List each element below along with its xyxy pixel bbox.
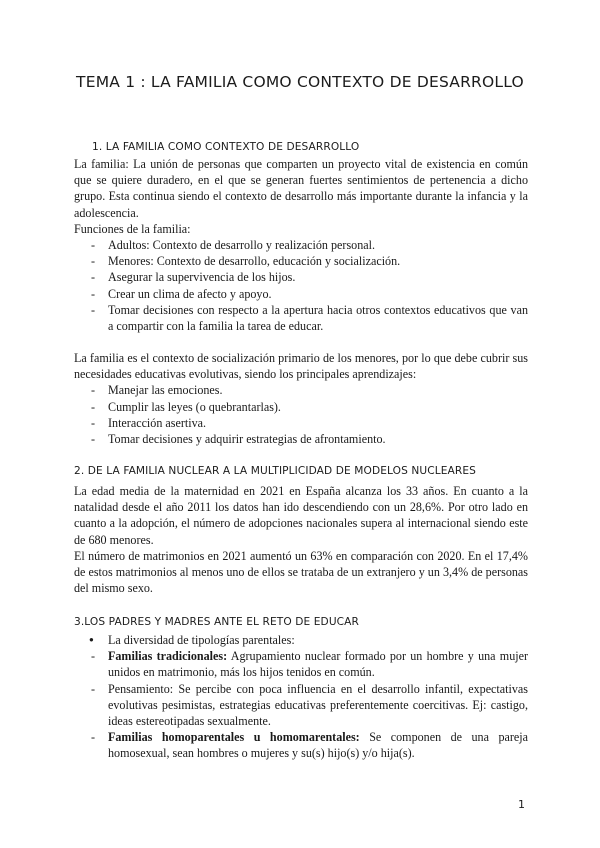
list-item: - Crear un clima de afecto y apoyo. (74, 286, 528, 302)
socialization-block (74, 350, 528, 447)
section-3-heading: 3.LOS PADRES Y MADRES ANTE EL RETO DE EDUCAR (74, 616, 359, 628)
definition-text: La unión de personas que comparten un proyecto vital de existencia en común que se quiere duradero, en el que se generan fuertes sentimientos de pertenencia a dicho grupo. Esta continua siendo el contexto de desarrollo más importante durante la infancia y la adolescencia. (74, 157, 528, 220)
learnings-list (74, 382, 528, 447)
section-2-body (74, 483, 528, 596)
section-2-heading: 2. DE LA FAMILIA NUCLEAR A LA MULTIPLICIDAD DE MODELOS NUCLEARES (74, 465, 476, 477)
list-item: - Asegurar la supervivencia de los hijos. (74, 269, 528, 285)
list-item: - Manejar las emociones. (74, 382, 528, 398)
statistics-paragraph-2: El número de matrimonios en 2021 aumentó un 63% en comparación con 2020. En el 17,4% de estos matrimonios al menos uno de ellos se trataba de un extranjero y un 3,4% de personas del mismo sexo. (74, 548, 528, 596)
list-item: - Tomar decisiones con respecto a la apertura hacia otros contextos educativos que van a compartir con la familia la tarea de educar. (74, 302, 528, 334)
list-item: - Cumplir las leyes (o quebrantarlas). (74, 399, 528, 415)
section-1-body (74, 156, 528, 334)
section-3-body (74, 632, 528, 762)
list-item: - Menores: Contexto de desarrollo, educación y socialización. (74, 253, 528, 269)
list-item (74, 681, 528, 730)
item-text: Se componen de una pareja homosexual, sean hombres o mujeres y su(s) hijo(s) y/o hija(s). (108, 730, 528, 761)
list-item: - Interacción asertiva. (74, 415, 528, 431)
item-bold-label: Familias tradicionales: (108, 649, 228, 664)
list-item (74, 729, 528, 761)
item-bold-label: Familias homoparentales u homomarentales: (108, 730, 360, 745)
functions-intro: Funciones de la familia: (74, 221, 191, 236)
family-definition (74, 156, 528, 221)
list-item (74, 648, 528, 680)
section-1-heading: 1. LA FAMILIA COMO CONTEXTO DE DESARROLLO (92, 141, 360, 153)
page-title: TEMA 1 : LA FAMILIA COMO CONTEXTO DE DESARROLLO (76, 73, 524, 91)
page-number: 1 (518, 798, 525, 811)
list-item: ● La diversidad de tipologías parentales: (74, 632, 528, 648)
bullet-list (74, 632, 528, 648)
item-text: Pensamiento: Se percibe con poca influencia en el desarrollo infantil, expectativas evolutivas pesimistas, estrategias educativas preferentemente coercitivas. Ej: castigo, ideas estereotipadas sexualmente. (108, 681, 528, 729)
tipologias-list (74, 648, 528, 761)
list-item: - Adultos: Contexto de desarrollo y realización personal. (74, 237, 528, 253)
statistics-paragraph-1: La edad media de la maternidad en 2021 en España alcanza los 33 años. En cuanto a la natalidad desde el año 2011 los datos han ido descendiendo con un 28,6%. Por otro lado en cuanto a la adopción, el número de adopciones nacionales supera al internacional siendo este de 680 menores. (74, 484, 528, 547)
list-item: - Tomar decisiones y adquirir estrategias de afrontamiento. (74, 431, 528, 447)
item-text: Agrupamiento nuclear formado por un hombre y una mujer unidos en matrimonio, más los hijos tenidos en común. (108, 649, 528, 680)
functions-list (74, 237, 528, 334)
definition-label: La familia: (74, 157, 129, 171)
socialization-paragraph: La familia es el contexto de socialización primario de los menores, por lo que debe cubrir sus necesidades educativas evolutivas, siendo los principales aprendizajes: (74, 351, 528, 382)
